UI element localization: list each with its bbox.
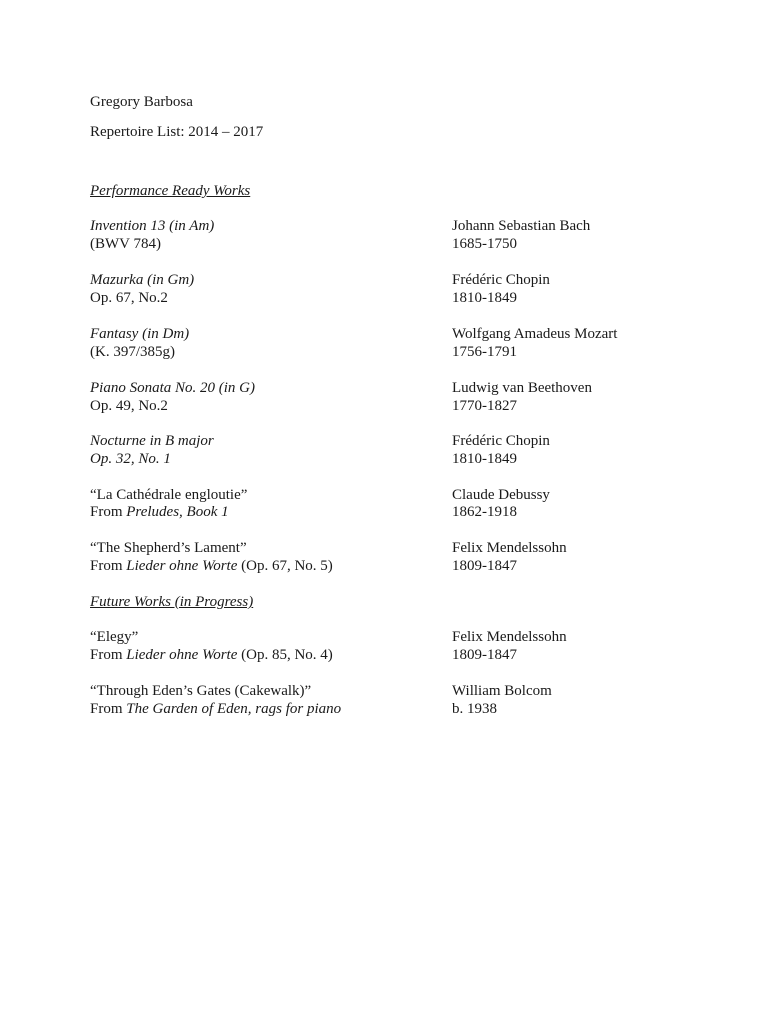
work-detail xyxy=(90,700,341,718)
work-detail-prefix: From xyxy=(90,558,127,574)
work-detail xyxy=(90,503,229,521)
work-detail: (K. 397/385g) xyxy=(90,344,175,360)
work-title: “La Cathédrale engloutie” xyxy=(90,487,248,503)
work-title: “The Shepherd’s Lament” xyxy=(90,540,247,556)
work-title: Piano Sonata No. 20 (in G) xyxy=(90,380,255,396)
work-detail-suffix: (Op. 67, No. 5) xyxy=(237,558,333,574)
composer-dates: 1810-1849 xyxy=(452,451,517,467)
work-title: Invention 13 (in Am) xyxy=(90,218,215,234)
work-detail: (BWV 784) xyxy=(90,236,161,252)
composer-dates: 1770-1827 xyxy=(452,398,517,414)
section-heading-performance-ready: Performance Ready Works xyxy=(90,183,251,199)
composer-name: Felix Mendelssohn xyxy=(452,540,567,556)
work-detail-prefix: From xyxy=(90,504,127,520)
composer-name: Frédéric Chopin xyxy=(452,433,550,449)
composer-name: Ludwig van Beethoven xyxy=(452,380,592,396)
composer-dates: 1756-1791 xyxy=(452,344,517,360)
work-title: Mazurka (in Gm) xyxy=(90,272,195,288)
work-title: Nocturne in B major xyxy=(90,433,214,449)
work-detail: Op. 49, No.2 xyxy=(90,398,168,414)
work-source: Lieder ohne Worte xyxy=(126,558,238,574)
composer-name: Frédéric Chopin xyxy=(452,272,550,288)
work-title: “Elegy” xyxy=(90,629,139,645)
document-title: Repertoire List: 2014 – 2017 xyxy=(90,124,264,140)
composer-name: Felix Mendelssohn xyxy=(452,629,567,645)
work-detail: Op. 67, No.2 xyxy=(90,290,168,306)
composer-name: Johann Sebastian Bach xyxy=(452,218,591,234)
work-detail-suffix: (Op. 85, No. 4) xyxy=(237,647,333,663)
composer-dates: 1810-1849 xyxy=(452,290,517,306)
work-detail: Op. 32, No. 1 xyxy=(90,451,171,467)
composer-name: Claude Debussy xyxy=(452,487,550,503)
work-detail-prefix: From xyxy=(90,701,127,717)
author-name: Gregory Barbosa xyxy=(90,94,193,110)
composer-name: William Bolcom xyxy=(452,683,552,699)
composer-dates: 1809-1847 xyxy=(452,558,517,574)
work-detail xyxy=(90,557,333,575)
section-heading-future-works: Future Works (in Progress) xyxy=(90,594,254,610)
composer-dates: 1809-1847 xyxy=(452,647,517,663)
work-title: “Through Eden’s Gates (Cakewalk)” xyxy=(90,683,312,699)
work-source: Preludes, Book 1 xyxy=(126,504,229,520)
work-detail xyxy=(90,646,333,664)
composer-dates: 1685-1750 xyxy=(452,236,517,252)
work-source: The Garden of Eden, rags for piano xyxy=(126,701,342,717)
composer-dates: 1862-1918 xyxy=(452,504,517,520)
composer-dates: b. 1938 xyxy=(452,701,497,717)
work-source: Lieder ohne Worte xyxy=(126,647,238,663)
work-title: Fantasy (in Dm) xyxy=(90,326,190,342)
work-detail-prefix: From xyxy=(90,647,127,663)
composer-name: Wolfgang Amadeus Mozart xyxy=(452,326,618,342)
